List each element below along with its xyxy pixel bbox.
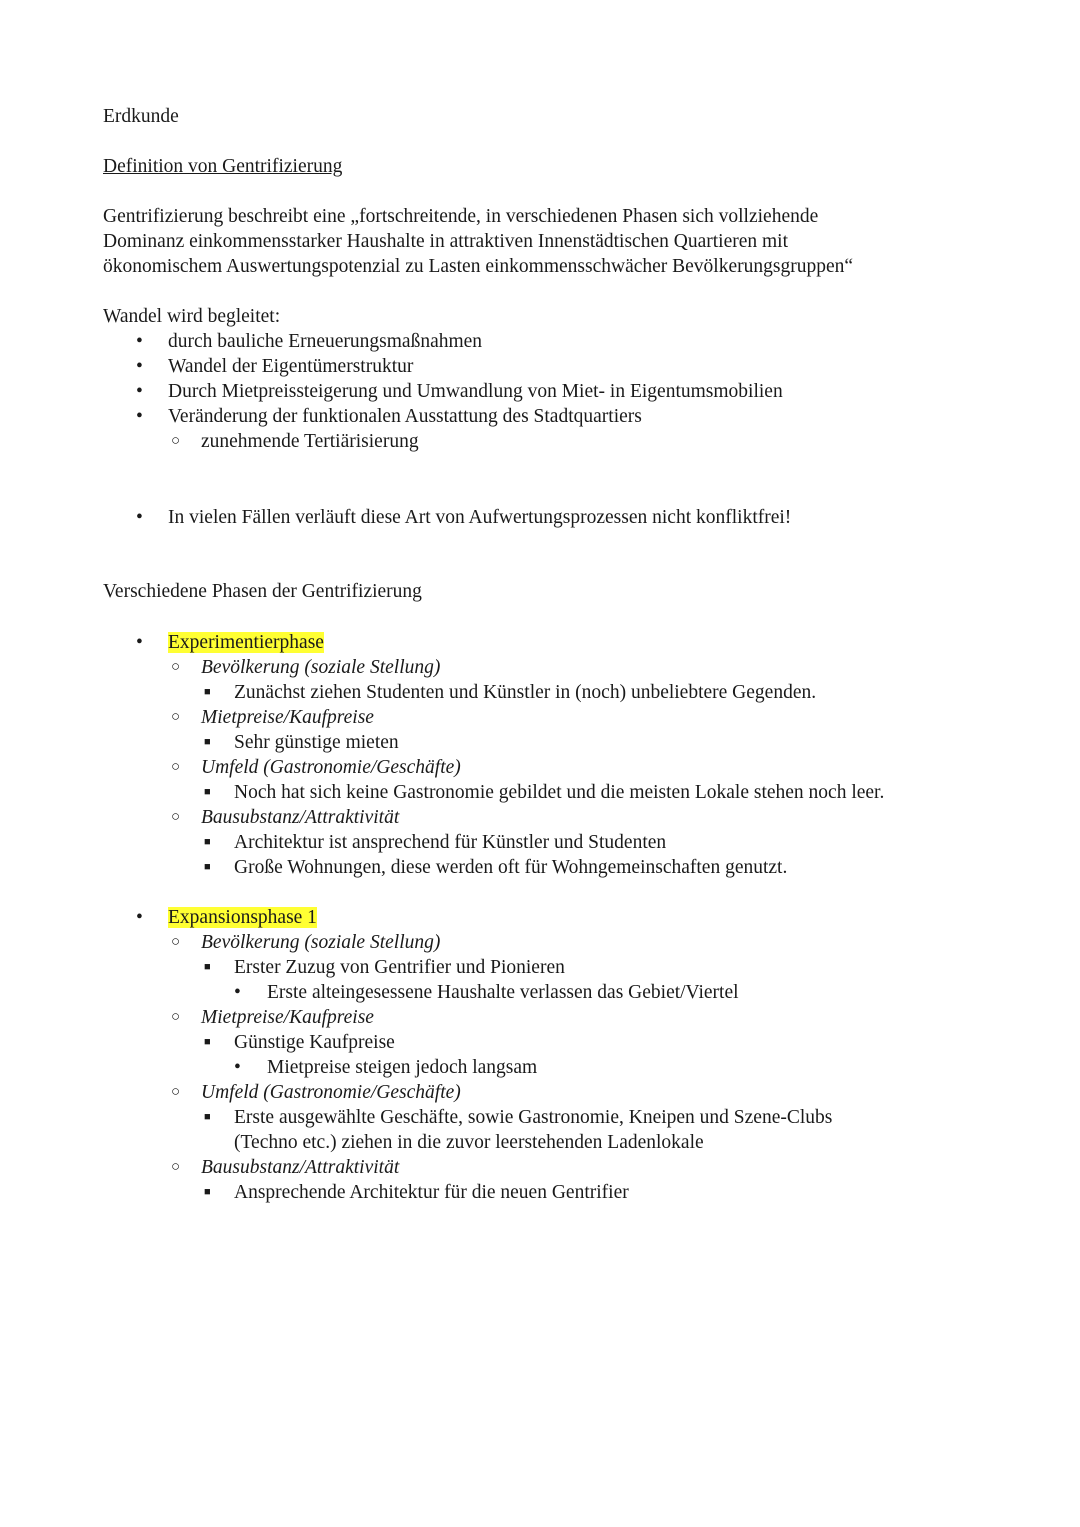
wandel-intro: Wandel wird begleitet: [103, 306, 281, 327]
bullet-disc-icon: • [136, 907, 143, 928]
bullet-square-icon: ■ [204, 836, 211, 848]
bullet-circle-icon: ○ [171, 934, 181, 950]
bullet-square-icon: ■ [204, 1036, 211, 1048]
bullet-circle-icon: ○ [171, 1009, 181, 1025]
phase-category: Umfeld (Gastronomie/Geschäfte) [201, 757, 461, 778]
bullet-disc-icon: • [136, 331, 143, 352]
phase-category: Mietpreise/Kaufpreise [201, 1007, 374, 1028]
bullet-square-icon: ■ [204, 736, 211, 748]
bullet-circle-icon: ○ [171, 433, 181, 449]
phase-title [168, 630, 324, 655]
bullet-disc-icon: • [234, 982, 241, 1003]
bullet-disc-icon: • [136, 507, 143, 528]
bullet-square-icon: ■ [204, 786, 211, 798]
bullet-circle-icon: ○ [171, 1159, 181, 1175]
bullet-disc-icon: • [136, 632, 143, 653]
phase-category: Bevölkerung (soziale Stellung) [201, 932, 441, 953]
phase-title-highlight: Expansionsphase 1 [168, 907, 317, 928]
phase-title-highlight: Experimentierphase [168, 632, 324, 653]
bullet-disc-icon: • [234, 1057, 241, 1078]
phase-title [168, 905, 317, 930]
phase-item: Sehr günstige mieten [234, 732, 399, 753]
subject-heading: Erdkunde [103, 106, 179, 127]
definition-line: ökonomischem Auswertungspotenzial zu Lasten einkommensschwächer Bevölkerungsgruppen“ [103, 256, 854, 277]
phase-item: Architektur ist ansprechend für Künstler und Studenten [234, 832, 667, 853]
phase-item: Erste ausgewählte Geschäfte, sowie Gastronomie, Kneipen und Szene-Clubs [234, 1107, 833, 1128]
phase-item-continuation: (Techno etc.) ziehen in die zuvor leerstehenden Ladenlokale [234, 1132, 704, 1153]
bullet-square-icon: ■ [204, 1111, 211, 1123]
conflict-note: In vielen Fällen verläuft diese Art von Aufwertungsprozessen nicht konfliktfrei! [168, 507, 792, 528]
list-item: Wandel der Eigentümerstruktur [168, 356, 414, 377]
bullet-circle-icon: ○ [171, 659, 181, 675]
bullet-square-icon: ■ [204, 861, 211, 873]
phase-category: Bevölkerung (soziale Stellung) [201, 657, 441, 678]
phase-item: Ansprechende Architektur für die neuen Gentrifier [234, 1182, 629, 1203]
phase-item: Erster Zuzug von Gentrifier und Pionieren [234, 957, 565, 978]
bullet-disc-icon: • [136, 381, 143, 402]
definition-line: Dominanz einkommensstarker Haushalte in attraktiven Innenstädtischen Quartieren mit [103, 231, 788, 252]
phases-heading: Verschiedene Phasen der Gentrifizierung [103, 581, 422, 602]
definition-line: Gentrifizierung beschreibt eine „fortschreitende, in verschiedenen Phasen sich vollziehende [103, 206, 819, 227]
bullet-square-icon: ■ [204, 961, 211, 973]
bullet-square-icon: ■ [204, 1186, 211, 1198]
list-subitem: zunehmende Tertiärisierung [201, 431, 419, 452]
bullet-square-icon: ■ [204, 686, 211, 698]
list-item: Veränderung der funktionalen Ausstattung des Stadtquartiers [168, 406, 642, 427]
phase-category: Umfeld (Gastronomie/Geschäfte) [201, 1082, 461, 1103]
phase-category: Bausubstanz/Attraktivität [201, 1157, 400, 1178]
phase-item: Noch hat sich keine Gastronomie gebildet und die meisten Lokale stehen noch leer. [234, 782, 885, 803]
list-item: Durch Mietpreissteigerung und Umwandlung von Miet- in Eigentumsmobilien [168, 381, 783, 402]
bullet-circle-icon: ○ [171, 1084, 181, 1100]
bullet-circle-icon: ○ [171, 709, 181, 725]
bullet-disc-icon: • [136, 406, 143, 427]
bullet-disc-icon: • [136, 356, 143, 377]
definition-heading: Definition von Gentrifizierung [103, 156, 343, 177]
bullet-circle-icon: ○ [171, 759, 181, 775]
bullet-circle-icon: ○ [171, 809, 181, 825]
phase-item: Zunächst ziehen Studenten und Künstler in (noch) unbeliebtere Gegenden. [234, 682, 817, 703]
phase-subitem: Erste alteingesessene Haushalte verlassen das Gebiet/Viertel [267, 982, 739, 1003]
phase-item: Günstige Kaufpreise [234, 1032, 395, 1053]
phase-category: Bausubstanz/Attraktivität [201, 807, 400, 828]
phase-subitem: Mietpreise steigen jedoch langsam [267, 1057, 538, 1078]
phase-item: Große Wohnungen, diese werden oft für Wohngemeinschaften genutzt. [234, 857, 788, 878]
list-item: durch bauliche Erneuerungsmaßnahmen [168, 331, 483, 352]
phase-category: Mietpreise/Kaufpreise [201, 707, 374, 728]
